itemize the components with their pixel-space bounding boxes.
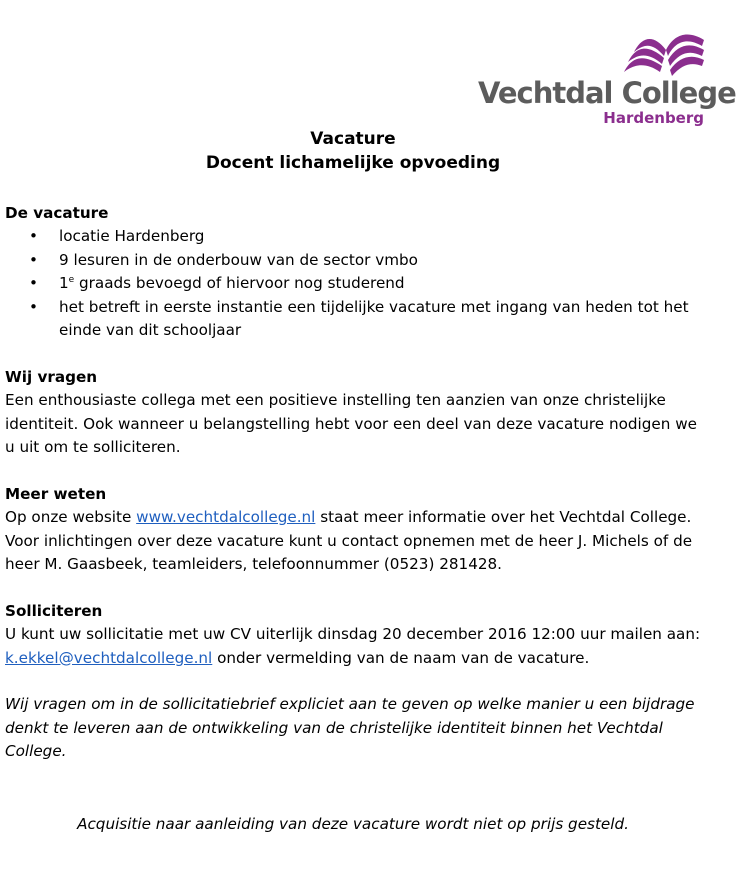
solliciteren-rest: onder vermelding van de naam van de vacature.	[212, 648, 590, 667]
section-heading-vacature: De vacature	[5, 204, 109, 222]
grade-superscript: e	[68, 275, 75, 286]
solliciteren-intro: U kunt uw sollicitatie met uw CV uiterlijk dinsdag 20 december 2016 12:00 uur mailen aan:	[5, 625, 701, 644]
logo-name: Vechtdal College	[478, 76, 736, 110]
list-item: • 9 lesuren in de onderbouw van de sector vmbo	[5, 249, 705, 272]
acquisitie-note: Acquisitie naar aanleiding van deze vacature wordt niet op prijs gesteld.	[77, 815, 629, 833]
list-item	[5, 272, 705, 295]
vacature-list	[5, 225, 705, 342]
section-heading-wij-vragen: Wij vragen	[5, 367, 98, 386]
document-subtitle: Docent lichamelijke opvoeding	[205, 153, 501, 173]
document-title: Vacature	[310, 129, 396, 149]
section-heading-solliciteren: Solliciteren	[5, 601, 103, 620]
meer-weten-rest: staat meer informatie over het Vechtdal College. Voor inlichtingen over deze vacature kunt u contact opnemen met de heer J. Michels of de heer M. Gaasbeek, teamleiders, telefoonnummer (0523) 281428.	[5, 508, 693, 574]
email-link[interactable]: k.ekkel@vechtdalcollege.nl	[5, 648, 213, 667]
sollicitatie-note: Wij vragen om in de sollicitatiebrief expliciet aan te geven op welke manier u een bijdrage denkt te leveren aan de ontwikkeling van de christelijke identiteit binnen het Vechtdal College.	[5, 695, 695, 761]
logo-location: Hardenberg	[603, 109, 704, 127]
section-heading-meer-weten: Meer weten	[5, 484, 107, 503]
meer-weten-text	[5, 506, 705, 576]
meer-weten-intro: Op onze website	[5, 508, 137, 527]
document-body	[5, 202, 705, 764]
wij-vragen-text: Een enthousiaste collega met een positieve instelling ten aanzien van onze christelijke identiteit. Ook wanneer u belangstelling hebt voor een deel van deze vacature nodigen we u uit om te solliciteren.	[5, 391, 697, 457]
grade-number: 1	[59, 274, 69, 293]
school-logo	[474, 18, 736, 128]
list-item: • locatie Hardenberg	[5, 225, 705, 248]
grade-text: graads bevoegd of hiervoor nog studerend	[74, 274, 405, 293]
list-item: • het betreft in eerste instantie een tijdelijke vacature met ingang van heden tot het einde van dit schooljaar	[5, 296, 705, 343]
open-book-icon	[622, 28, 706, 80]
solliciteren-text	[5, 623, 705, 670]
website-link[interactable]: www.vechtdalcollege.nl	[136, 508, 316, 527]
